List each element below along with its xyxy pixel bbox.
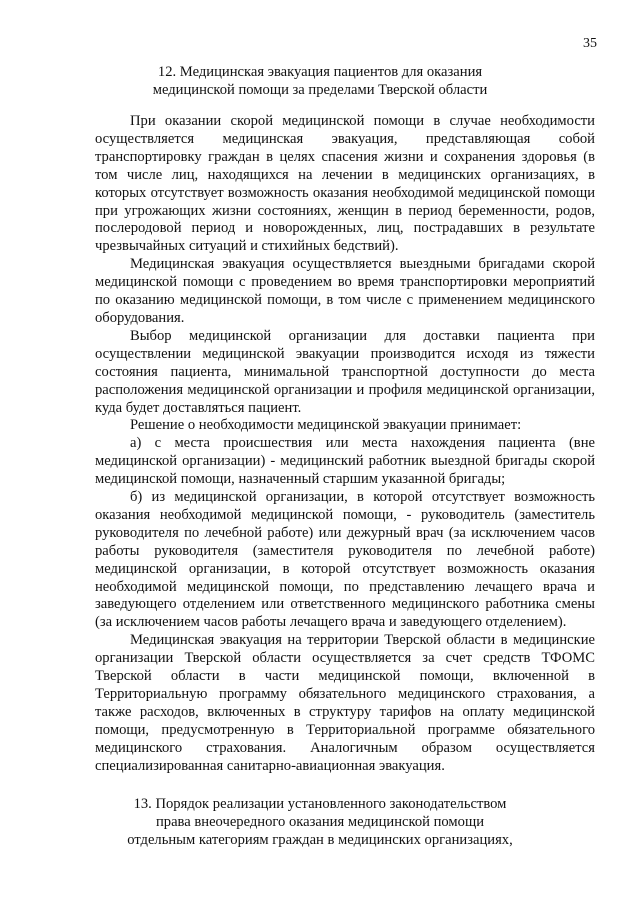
section-12-body [95,113,595,776]
paragraph: При оказании скорой медицинской помощи в случае необходимости осуществляется медицинская эвакуация, представляющая собой транспортировку граждан в целях спасения жизни и сохранения здоровья (в том числе лиц, находящихся на лечении в медицинских организациях, в которых отсутствует возможность оказания необходимой медицинской помощи при угрожающих жизни состояниях, женщин в период беременности, родов, послеродовой период и новорожденных, лиц, пострадавших в результате чрезвычайных ситуаций и стихийных бедствий). [95,113,595,255]
paragraph: б) из медицинской организации, в которой отсутствует возможность оказания необходимой медицинской помощи, - руководитель (заместитель руководителя по лечебной работе) или дежурный врач (за исключением часов работы руководителя (заместителя руководителя по лечебной работе) медицинской организации, в которой отсутствует возможность оказания необходимой медицинской помощи, по представлению лечащего врача и заведующего отделением или ответственного медицинского работника смены (за исключением часов работы лечащего врача и заведующего отделением). [95,489,595,631]
section-13-title [0,795,640,849]
section-12-title-line: 12. Медицинская эвакуация пациентов для оказания [157,64,483,80]
page-number: 35 [583,36,597,51]
section-12-title-line: медицинской помощи за пределами Тверской области [152,82,488,98]
section-12-title [0,63,640,99]
paragraph: Выбор медицинской организации для доставки пациента при осуществлении медицинской эвакуации производится исходя из тяжести состояния пациента, минимальной транспортной доступности до места расположения медицинской организации и профиля медицинской организации, куда будет доставляться пациент. [95,327,595,416]
section-13-title-line: отдельным категориям граждан в медицинских организациях, [127,832,513,848]
paragraph: а) с места происшествия или места нахождения пациента (вне медицинской организации) - медицинский работник выездной бригады скорой медицинской помощи, назначенный старшим указанной бригады; [95,435,595,488]
section-13-title-line: 13. Порядок реализации установленного законодательством [133,796,507,812]
paragraph: Медицинская эвакуация осуществляется выездными бригадами скорой медицинской помощи с проведением во время транспортировки мероприятий по оказанию медицинской помощи, в том числе с применением медицинского оборудования. [95,256,595,326]
section-13-title-line: права внеочередного оказания медицинской помощи [155,814,485,830]
paragraph: Медицинская эвакуация на территории Тверской области в медицинские организации Тверской области осуществляется за счет средств ТФОМС Тверской области в части медицинской помощи, включенной в Территориальную программу обязательного медицинского страхования, а также расходов, включенных в структуру тарифов на оплату медицинской помощи, предусмотренную в Территориальной программе обязательного медицинского страхования. Аналогичным образом осуществляется специализированная санитарно-авиационная эвакуация. [95,632,595,774]
paragraph: Решение о необходимости медицинской эвакуации принимает: [130,417,522,434]
